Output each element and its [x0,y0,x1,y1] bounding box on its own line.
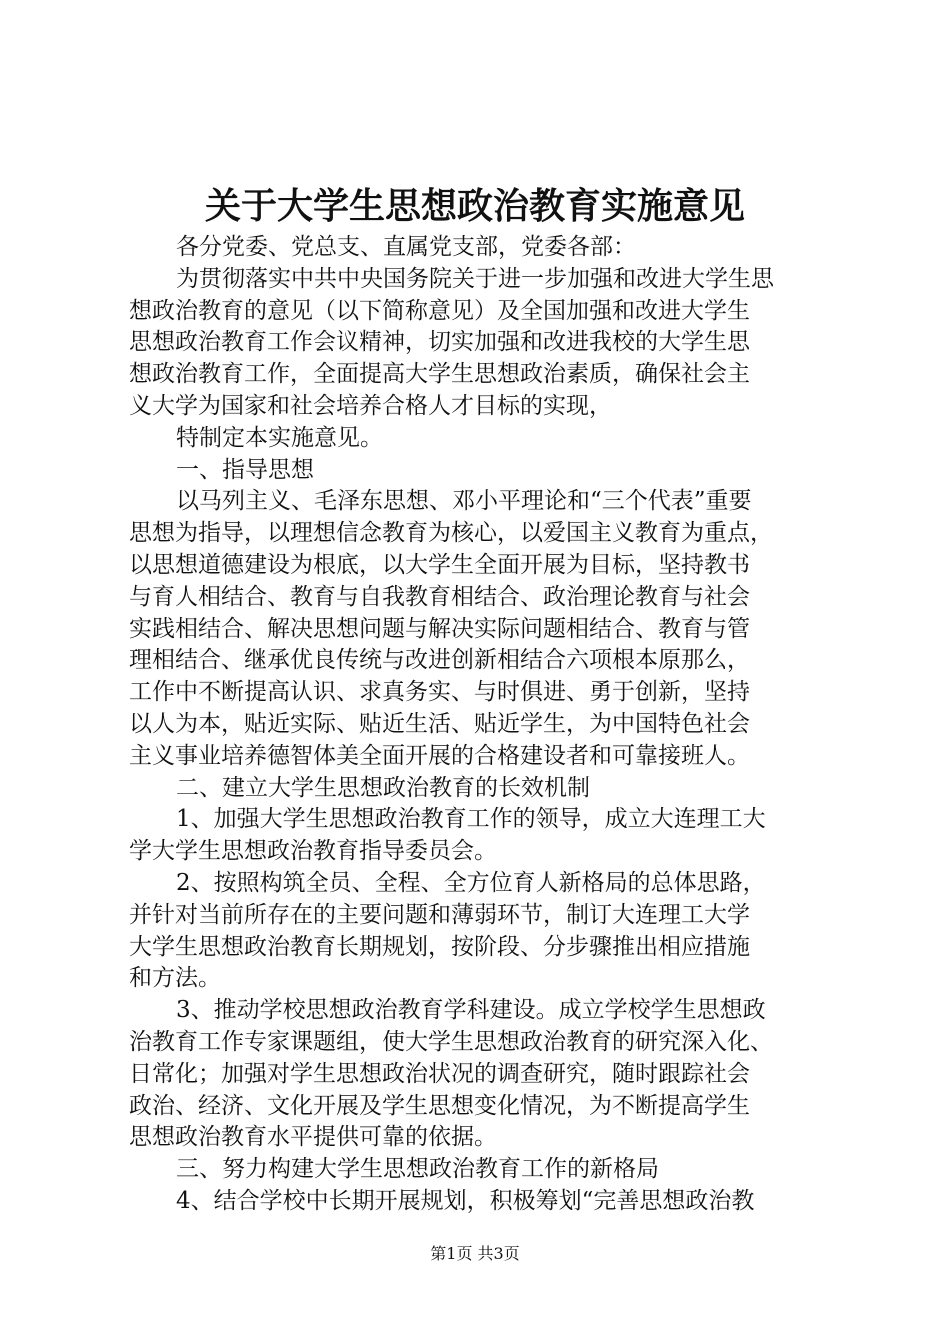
paragraph-line: 1、加强大学生思想政治教育工作的领导，成立大连理工大 [176,806,766,833]
paragraph-line: 和方法。 [129,965,221,992]
paragraph-line: 思想政治教育工作会议精神，切实加强和改进我校的大学生思 [129,329,750,356]
paragraph-line: 思想为指导，以理想信念教育为核心，以爱国主义教育为重点， [129,520,773,547]
paragraph-line: 理相结合、继承优良传统与改进创新相结合六项根本原那么， [129,647,750,674]
paragraph-line: 思想政治教育水平提供可靠的依据。 [129,1124,497,1151]
paragraph-line: 义大学为国家和社会培养合格人才目标的实现， [129,392,612,419]
paragraph-line: 治教育工作专家课题组，使大学生思想政治教育的研究深入化、 [129,1028,773,1055]
paragraph-line: 2、按照构筑全员、全程、全方位育人新格局的总体思路， [176,869,766,896]
paragraph-line: 4、结合学校中长期开展规划，积极筹划“完善思想政治教 [176,1187,755,1214]
document-body [129,232,832,1218]
paragraph-line: 特制定本实施意见。 [176,424,383,451]
paragraph-line: 为贯彻落实中共中央国务院关于进一步加强和改进大学生思 [176,265,774,292]
paragraph-line: 想政治教育工作，全面提高大学生思想政治素质，确保社会主 [129,361,750,388]
paragraph-line: 以人为本，贴近实际、贴近生活、贴近学生，为中国特色社会 [129,710,750,737]
paragraph-line: 与育人相结合、教育与自我教育相结合、政治理论教育与社会 [129,583,750,610]
section-heading: 二、建立大学生思想政治教育的长效机制 [176,774,590,801]
paragraph-line: 以思想道德建设为根底，以大学生全面开展为目标，坚持教书 [129,551,750,578]
section-heading: 一、指导思想 [176,456,314,483]
paragraph-line: 想政治教育的意见（以下简称意见）及全国加强和改进大学生 [129,297,750,324]
document-title: 关于大学生思想政治教育实施意见 [204,185,745,227]
paragraph-line: 政治、经济、文化开展及学生思想变化情况，为不断提高学生 [129,1092,750,1119]
paragraph-line: 以马列主义、毛泽东思想、邓小平理论和“三个代表”重要 [176,488,752,515]
section-heading: 三、努力构建大学生思想政治教育工作的新格局 [176,1156,659,1183]
paragraph-line: 各分党委、党总支、直属党支部，党委各部： [176,234,636,260]
page-number-footer: 第1页 共3页 [430,1244,520,1263]
paragraph-line: 大学生思想政治教育长期规划，按阶段、分步骤推出相应措施 [129,933,750,960]
paragraph-line: 主义事业培养德智体美全面开展的合格建设者和可靠接班人。 [129,742,750,769]
paragraph-line: 3、推动学校思想政治教育学科建设。成立学校学生思想政 [176,997,766,1024]
paragraph-line: 学大学生思想政治教育指导委员会。 [129,838,497,865]
paragraph-line: 日常化；加强对学生思想政治状况的调查研究，随时跟踪社会 [129,1060,750,1087]
paragraph-line: 并针对当前所存在的主要问题和薄弱环节，制订大连理工大学 [129,901,750,928]
paragraph-line: 实践相结合、解决思想问题与解决实际问题相结合、教育与管 [129,615,750,642]
paragraph-line: 工作中不断提高认识、求真务实、与时俱进、勇于创新，坚持 [129,679,750,706]
